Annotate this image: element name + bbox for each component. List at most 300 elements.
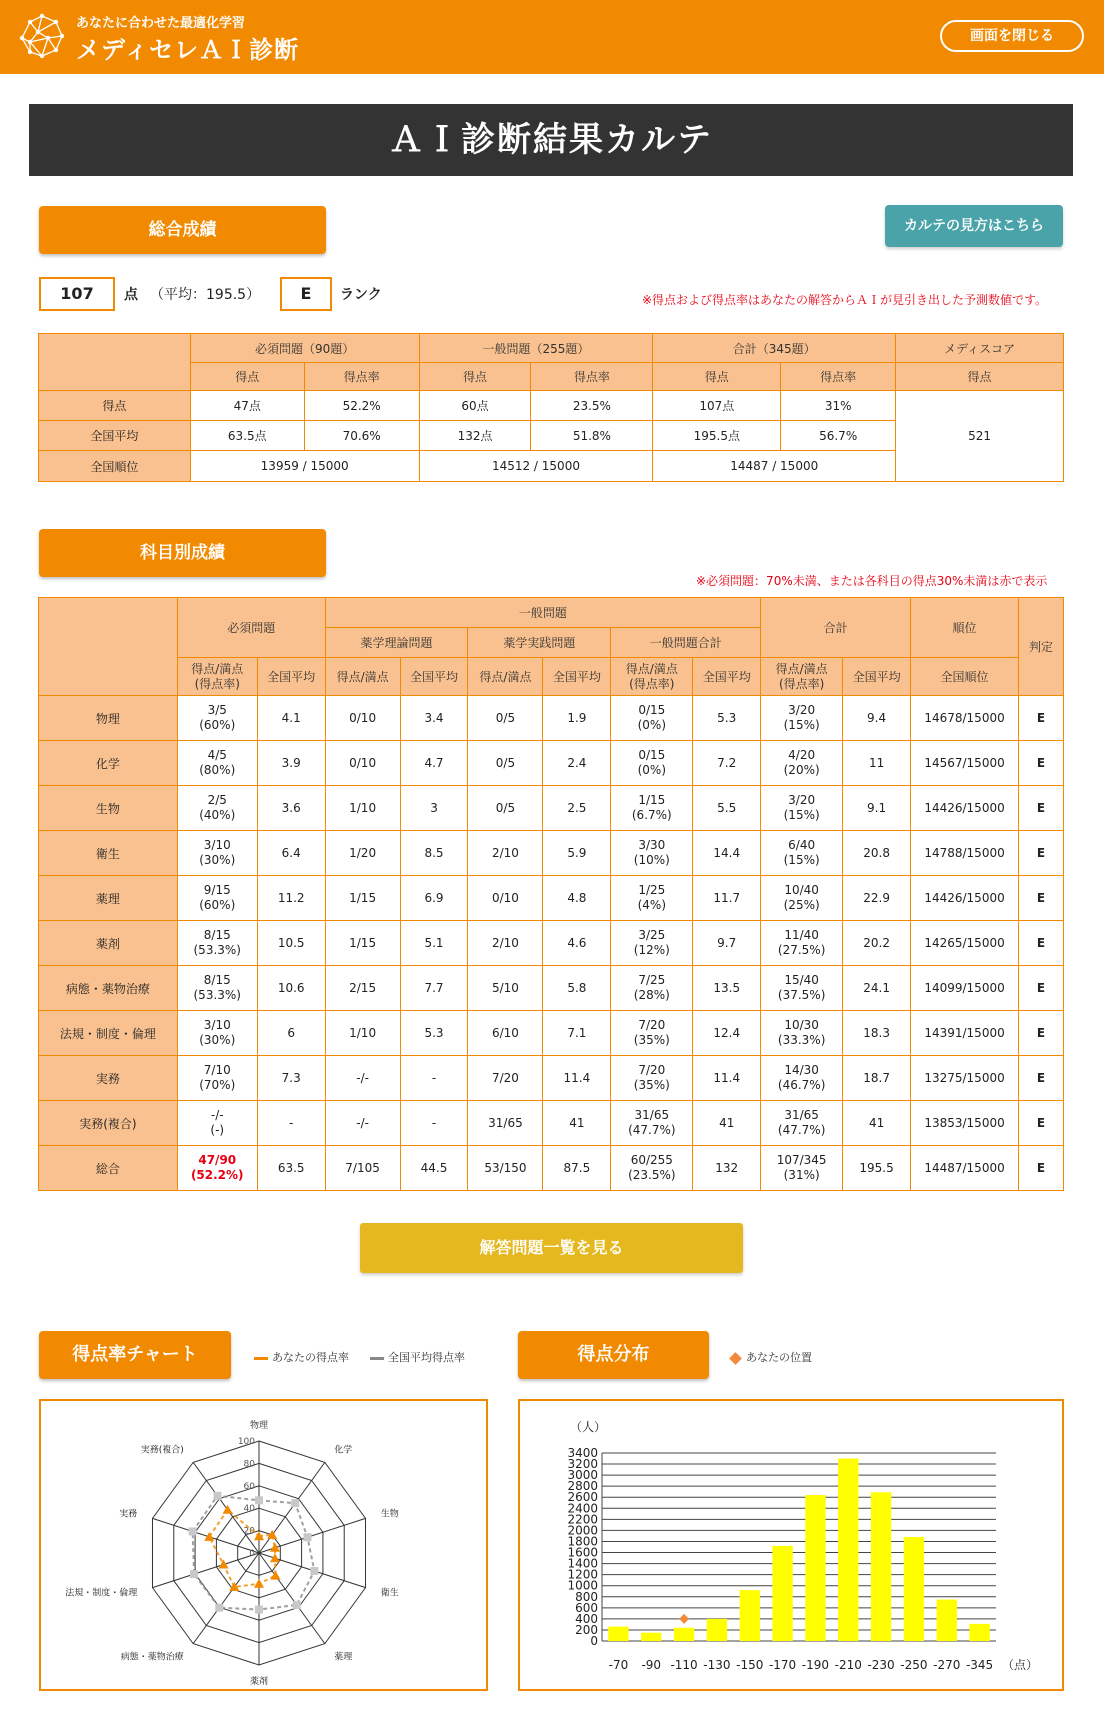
table-row (39, 966, 1064, 1011)
distribution-bar (674, 1628, 694, 1641)
radar-axis-label: 衛生 (380, 1588, 399, 1599)
radar-axis-label: 実務(複合) (140, 1445, 184, 1456)
subheader: 全国平均 (543, 658, 611, 696)
x-tick-label: -270 (933, 1658, 961, 1672)
distribution-chart-frame (518, 1399, 1064, 1691)
header-hissu: 必須問題 (177, 598, 325, 658)
radar-avg-point (213, 1492, 221, 1500)
subject-name: 物理 (39, 696, 178, 741)
subject-name: 薬剤 (39, 921, 178, 966)
row-label: 全国順位 (39, 451, 191, 482)
radar-axis-label: 生物 (380, 1509, 399, 1520)
header-ippan: 一般問題 (325, 598, 761, 628)
chart-guide-button[interactable]: カルテの見方はこちら (885, 205, 1063, 247)
cell: 11/40 (27.5%) (761, 921, 843, 966)
y-tick-label: 200 (575, 1622, 598, 1637)
subheader: 得点 (653, 363, 781, 391)
cell: 6/10 (468, 1011, 543, 1056)
subject-name: 薬理 (39, 876, 178, 921)
y-tick-label: 600 (575, 1600, 598, 1615)
cell: 3/10 (30%) (177, 831, 257, 876)
rank-cell: 14567/15000 (911, 741, 1019, 786)
cell: 1/15 (325, 876, 400, 921)
x-tick-label: -210 (834, 1658, 862, 1672)
cell: 2/15 (325, 966, 400, 1011)
subject-name: 総合 (39, 1146, 178, 1191)
cell: 9.7 (693, 921, 761, 966)
radar-you-point (219, 1560, 229, 1569)
judge-cell: E (1019, 741, 1064, 786)
cell: 70.6% (304, 421, 419, 451)
cell: 24.1 (843, 966, 911, 1011)
header-jissen: 薬学実践問題 (468, 628, 611, 658)
rank-cell: 14487/15000 (911, 1146, 1019, 1191)
y-tick-label: 1800 (567, 1534, 598, 1549)
radar-avg-point (190, 1570, 198, 1578)
judge-cell: E (1019, 831, 1064, 876)
cell: 51.8% (531, 421, 653, 451)
subheader: 全国平均 (693, 658, 761, 696)
cell: 0/15 (0%) (611, 741, 693, 786)
diamond-icon (729, 1352, 742, 1365)
cell: 0/10 (468, 876, 543, 921)
y-tick-label: 1400 (567, 1556, 598, 1571)
cell: 195.5点 (653, 421, 781, 451)
your-position-marker (679, 1614, 689, 1624)
cell: - (400, 1101, 468, 1146)
radar-section-label: 得点率チャート (39, 1331, 231, 1379)
cell: 20.2 (843, 921, 911, 966)
table-row (39, 921, 1064, 966)
judge-cell: E (1019, 921, 1064, 966)
cell: 132点 (419, 421, 531, 451)
prediction-note: ※得点および得点率はあなたの解答からＡＩが見引き出した予測数値です。 (642, 293, 1048, 307)
table-row (39, 831, 1064, 876)
y-tick-label: 2800 (567, 1479, 598, 1494)
subject-name: 法規・制度・倫理 (39, 1011, 178, 1056)
cell: 3/10 (30%) (177, 1011, 257, 1056)
y-tick-label: 800 (575, 1589, 598, 1604)
cell: 2.4 (543, 741, 611, 786)
cell: 3.6 (257, 786, 325, 831)
radar-spoke (259, 1553, 325, 1644)
radar-tick-label: 0 (249, 1549, 255, 1559)
radar-you-point (204, 1532, 214, 1541)
cell: - (400, 1056, 468, 1101)
cell: 132 (693, 1146, 761, 1191)
cell: 3/20 (15%) (761, 696, 843, 741)
distribution-bar (871, 1492, 891, 1641)
subheader: 全国平均 (400, 658, 468, 696)
header-mediscore: メディスコア (896, 334, 1064, 363)
score-unit: 点 (124, 287, 138, 303)
cell: 60点 (419, 391, 531, 421)
cell: 1/10 (325, 786, 400, 831)
legend-line-icon (370, 1357, 384, 1360)
app-subtitle: あなたに合わせた最適化学習 (76, 16, 246, 31)
legend-label: あなたの位置 (746, 1351, 812, 1364)
x-tick-label: -170 (768, 1658, 797, 1672)
cell: 10/30 (33.3%) (761, 1011, 843, 1056)
radar-avg-point (291, 1499, 299, 1507)
cell: 13.5 (693, 966, 761, 1011)
cell: 1/20 (325, 831, 400, 876)
cell: 31/65 (47.7%) (611, 1101, 693, 1146)
distribution-bar (904, 1537, 924, 1641)
subheader: 得点/満点 (468, 658, 543, 696)
cell: 14/30 (46.7%) (761, 1056, 843, 1101)
cell: 5.1 (400, 921, 468, 966)
cell: 107/345 (31%) (761, 1146, 843, 1191)
cell: 14512 / 15000 (419, 451, 653, 482)
header-hissu: 必須問題（90題） (190, 334, 419, 363)
cell: 31% (781, 391, 896, 421)
radar-axis-label: 実務 (119, 1509, 138, 1520)
x-tick-label: -190 (801, 1658, 830, 1672)
cell: 11.4 (543, 1056, 611, 1101)
cell: 5/10 (468, 966, 543, 1011)
table-row (39, 1056, 1064, 1101)
overall-section-label: 総合成績 (39, 206, 326, 254)
distribution-bar (641, 1633, 661, 1641)
radar-legend-you (254, 1349, 349, 1365)
cell: 7.1 (543, 1011, 611, 1056)
cell: 0/5 (468, 786, 543, 831)
cell: 8/15 (53.3%) (177, 921, 257, 966)
subject-name: 衛生 (39, 831, 178, 876)
cell: 107点 (653, 391, 781, 421)
page-title: ＡＩ診断結果カルテ (29, 104, 1073, 176)
subheader: 得点率 (531, 363, 653, 391)
cell: 3.9 (257, 741, 325, 786)
rank-cell: 13275/15000 (911, 1056, 1019, 1101)
x-tick-label: -90 (641, 1658, 662, 1672)
radar-axis-label: 薬理 (334, 1652, 353, 1663)
cell: 6/40 (15%) (761, 831, 843, 876)
judge-cell: E (1019, 876, 1064, 921)
cell: 7/25 (28%) (611, 966, 693, 1011)
radar-axis-label: 病態・薬物治療 (120, 1652, 184, 1663)
subheader: 得点/満点 (325, 658, 400, 696)
header-ippan: 一般問題（255題） (419, 334, 653, 363)
distribution-bar (707, 1619, 727, 1641)
table-row (39, 786, 1064, 831)
radar-spoke (259, 1462, 325, 1553)
row-label: 得点 (39, 391, 191, 421)
cell: 1/10 (325, 1011, 400, 1056)
cell: 18.3 (843, 1011, 911, 1056)
cell: 13959 / 15000 (190, 451, 419, 482)
header-rank: 順位 (911, 598, 1019, 658)
cell: 60/255 (23.5%) (611, 1146, 693, 1191)
cell: 15/40 (37.5%) (761, 966, 843, 1011)
rank-cell: 14678/15000 (911, 696, 1019, 741)
cell: 195.5 (843, 1146, 911, 1191)
radar-axis-label: 物理 (249, 1421, 269, 1431)
rank-cell: 14391/15000 (911, 1011, 1019, 1056)
subheader: 全国平均 (257, 658, 325, 696)
rank-cell: 13853/15000 (911, 1101, 1019, 1146)
red-display-note: ※必須問題：70%未満、または各科目の得点30%未満は赤で表示 (696, 574, 1048, 588)
cell: 3/30 (10%) (611, 831, 693, 876)
header-ippan-total: 一般問題合計 (611, 628, 761, 658)
judge-cell: E (1019, 1101, 1064, 1146)
radar-avg-point (293, 1601, 301, 1609)
radar-avg-point (303, 1533, 311, 1541)
cell: 4/20 (20%) (761, 741, 843, 786)
cell: 11 (843, 741, 911, 786)
cell: 7/10 (70%) (177, 1056, 257, 1101)
table-row (39, 741, 1064, 786)
radar-avg-point (189, 1527, 197, 1535)
cell: 8/15 (53.3%) (177, 966, 257, 1011)
distribution-bar (838, 1459, 858, 1641)
subject-name: 実務 (39, 1056, 178, 1101)
cell: 5.8 (543, 966, 611, 1011)
subheader: 得点率 (304, 363, 419, 391)
radar-you-point (270, 1571, 280, 1580)
cell: 7.7 (400, 966, 468, 1011)
cell: 87.5 (543, 1146, 611, 1191)
cell: 56.7% (781, 421, 896, 451)
cell: 4.6 (543, 921, 611, 966)
cell: 3/25 (12%) (611, 921, 693, 966)
cell: 1/25 (4%) (611, 876, 693, 921)
cell: 63.5 (257, 1146, 325, 1191)
x-tick-label: -130 (703, 1658, 731, 1672)
table-row (39, 876, 1064, 921)
radar-avg-point (255, 1496, 263, 1504)
legend-line-icon (254, 1357, 268, 1360)
radar-tick-label: 100 (237, 1437, 255, 1447)
y-tick-label: 1600 (567, 1545, 598, 1560)
radar-tick-label: 80 (243, 1459, 255, 1470)
cell: 11.4 (693, 1056, 761, 1101)
subheader: 全国平均 (843, 658, 911, 696)
radar-axis-label: 薬剤 (249, 1677, 269, 1687)
radar-avg-point (255, 1606, 263, 1614)
cell: 7/20 (35%) (611, 1056, 693, 1101)
cell: 11.2 (257, 876, 325, 921)
cell: -/- (-) (177, 1101, 257, 1146)
cell: 5.3 (400, 1011, 468, 1056)
radar-axis-label: 化学 (334, 1445, 353, 1456)
table-row (39, 1146, 1064, 1191)
radar-you-point (223, 1505, 233, 1514)
y-tick-label: 2200 (567, 1512, 598, 1527)
subheader: 得点/満点 (得点率) (611, 658, 693, 696)
cell: 14.4 (693, 831, 761, 876)
distribution-section-label: 得点分布 (518, 1331, 709, 1379)
total-score-box: 107 (39, 277, 115, 311)
legend-label: 全国平均得点率 (388, 1351, 465, 1364)
cell: -/- (325, 1101, 400, 1146)
cell: 31/65 (468, 1101, 543, 1146)
cell: 0/10 (325, 696, 400, 741)
cell: 20.8 (843, 831, 911, 876)
radar-avg-point (215, 1604, 223, 1612)
subheader: 得点/満点 (得点率) (761, 658, 843, 696)
header-judge: 判定 (1019, 598, 1064, 696)
header-total: 合計（345題） (653, 334, 896, 363)
cell: - (257, 1101, 325, 1146)
cell: 4/5 (80%) (177, 741, 257, 786)
cell: 1/15 (6.7%) (611, 786, 693, 831)
average-score-text: （平均：195.5） (150, 287, 261, 303)
cell: 41 (693, 1101, 761, 1146)
cell: 44.5 (400, 1146, 468, 1191)
cell: 31/65 (47.7%) (761, 1101, 843, 1146)
table-row (39, 696, 1064, 741)
distribution-bar (740, 1590, 760, 1641)
subject-name: 実務(複合) (39, 1101, 178, 1146)
y-tick-label: 400 (575, 1611, 598, 1626)
answer-list-button[interactable]: 解答問題一覧を見る (360, 1223, 743, 1273)
y-tick-label: 3000 (567, 1468, 598, 1483)
cell: 0/5 (468, 696, 543, 741)
distribution-legend (731, 1349, 812, 1365)
cell: 63.5点 (190, 421, 304, 451)
cell: 9.1 (843, 786, 911, 831)
rank-box: E (280, 277, 332, 311)
rank-unit: ランク (340, 287, 382, 303)
table-row (39, 1101, 1064, 1146)
cell: 7/105 (325, 1146, 400, 1191)
cell: 7/20 (468, 1056, 543, 1101)
subheader: 得点/満点 (得点率) (177, 658, 257, 696)
cell: 14487 / 15000 (653, 451, 896, 482)
rank-cell: 14265/15000 (911, 921, 1019, 966)
y-tick-label: 2000 (567, 1523, 598, 1538)
overall-corner-cell (39, 334, 191, 391)
table-row (39, 1011, 1064, 1056)
judge-cell: E (1019, 696, 1064, 741)
cell: 2/10 (468, 921, 543, 966)
cell: 1.9 (543, 696, 611, 741)
subheader: 得点率 (781, 363, 896, 391)
y-tick-label: 1200 (567, 1567, 598, 1582)
cell: 0/10 (325, 741, 400, 786)
x-tick-label: -110 (670, 1658, 698, 1672)
cell: 5.3 (693, 696, 761, 741)
radar-tick-label: 60 (243, 1481, 255, 1492)
y-tick-label: 3400 (567, 1446, 598, 1460)
y-tick-label: 0 (590, 1634, 598, 1648)
row-label: 全国平均 (39, 421, 191, 451)
x-tick-label: -70 (608, 1658, 629, 1672)
cell: 1/15 (325, 921, 400, 966)
subject-name: 化学 (39, 741, 178, 786)
brain-network-icon (12, 8, 68, 64)
cell: 2.5 (543, 786, 611, 831)
x-tick-label: -250 (900, 1658, 928, 1672)
cell: 6.9 (400, 876, 468, 921)
radar-spoke (152, 1553, 259, 1588)
subject-name: 生物 (39, 786, 178, 831)
subject-corner-cell (39, 598, 178, 696)
app-header (0, 0, 1104, 74)
cell: 0/5 (468, 741, 543, 786)
cell: 18.7 (843, 1056, 911, 1101)
distribution-bar (805, 1495, 825, 1641)
subheader: 全国順位 (911, 658, 1019, 696)
subject-section-label: 科目別成績 (39, 529, 326, 577)
cell: 6.4 (257, 831, 325, 876)
cell: 53/150 (468, 1146, 543, 1191)
rank-cell: 14426/15000 (911, 786, 1019, 831)
radar-chart-frame (39, 1399, 488, 1691)
judge-cell: E (1019, 1056, 1064, 1101)
cell: 3 (400, 786, 468, 831)
judge-cell: E (1019, 786, 1064, 831)
radar-avg-point (310, 1567, 318, 1575)
cell: 7.2 (693, 741, 761, 786)
subheader: 得点 (896, 363, 1064, 391)
radar-axis-label: 法規・制度・倫理 (65, 1588, 138, 1599)
cell: 0/15 (0%) (611, 696, 693, 741)
cell: 3/20 (15%) (761, 786, 843, 831)
header-total: 合計 (761, 598, 911, 658)
cell: 2/5 (40%) (177, 786, 257, 831)
cell: 9.4 (843, 696, 911, 741)
judge-cell: E (1019, 1146, 1064, 1191)
cell: 23.5% (531, 391, 653, 421)
overall-score-table (38, 333, 1064, 482)
subject-score-table (38, 597, 1064, 1191)
distribution-bar (608, 1627, 628, 1641)
close-screen-button[interactable]: 画面を閉じる (940, 20, 1084, 52)
x-tick-label: -150 (736, 1658, 764, 1672)
subject-name: 病態・薬物治療 (39, 966, 178, 1011)
cell: 7/20 (35%) (611, 1011, 693, 1056)
judge-cell: E (1019, 1011, 1064, 1056)
distribution-chart (520, 1401, 1062, 1689)
cell: 10/40 (25%) (761, 876, 843, 921)
cell: 52.2% (304, 391, 419, 421)
table-row (39, 391, 1064, 421)
radar-you-point (270, 1553, 280, 1562)
cell: 2/10 (468, 831, 543, 876)
cell: 10.6 (257, 966, 325, 1011)
cell: 7.3 (257, 1056, 325, 1101)
cell: 5.5 (693, 786, 761, 831)
cell: 47/90 (52.2%) (177, 1146, 257, 1191)
cell: -/- (325, 1056, 400, 1101)
judge-cell: E (1019, 966, 1064, 1011)
cell: 47点 (190, 391, 304, 421)
radar-tick-label: 20 (243, 1526, 255, 1537)
y-unit-label: （人） (570, 1420, 607, 1434)
rank-cell: 14426/15000 (911, 876, 1019, 921)
cell: 22.9 (843, 876, 911, 921)
cell: 4.8 (543, 876, 611, 921)
cell: 9/15 (60%) (177, 876, 257, 921)
rank-cell: 14788/15000 (911, 831, 1019, 876)
radar-tick-label: 40 (243, 1504, 255, 1515)
cell: 3/5 (60%) (177, 696, 257, 741)
x-unit-label: （点） (1002, 1658, 1039, 1672)
subheader: 得点 (419, 363, 531, 391)
subheader: 得点 (190, 363, 304, 391)
radar-you-point (254, 1579, 264, 1588)
mediscore-value: 521 (896, 391, 1064, 482)
header-riron: 薬学理論問題 (325, 628, 468, 658)
distribution-bar (772, 1546, 792, 1641)
cell: 8.5 (400, 831, 468, 876)
radar-legend-avg (370, 1349, 465, 1365)
x-tick-label: -345 (965, 1658, 994, 1672)
cell: 12.4 (693, 1011, 761, 1056)
